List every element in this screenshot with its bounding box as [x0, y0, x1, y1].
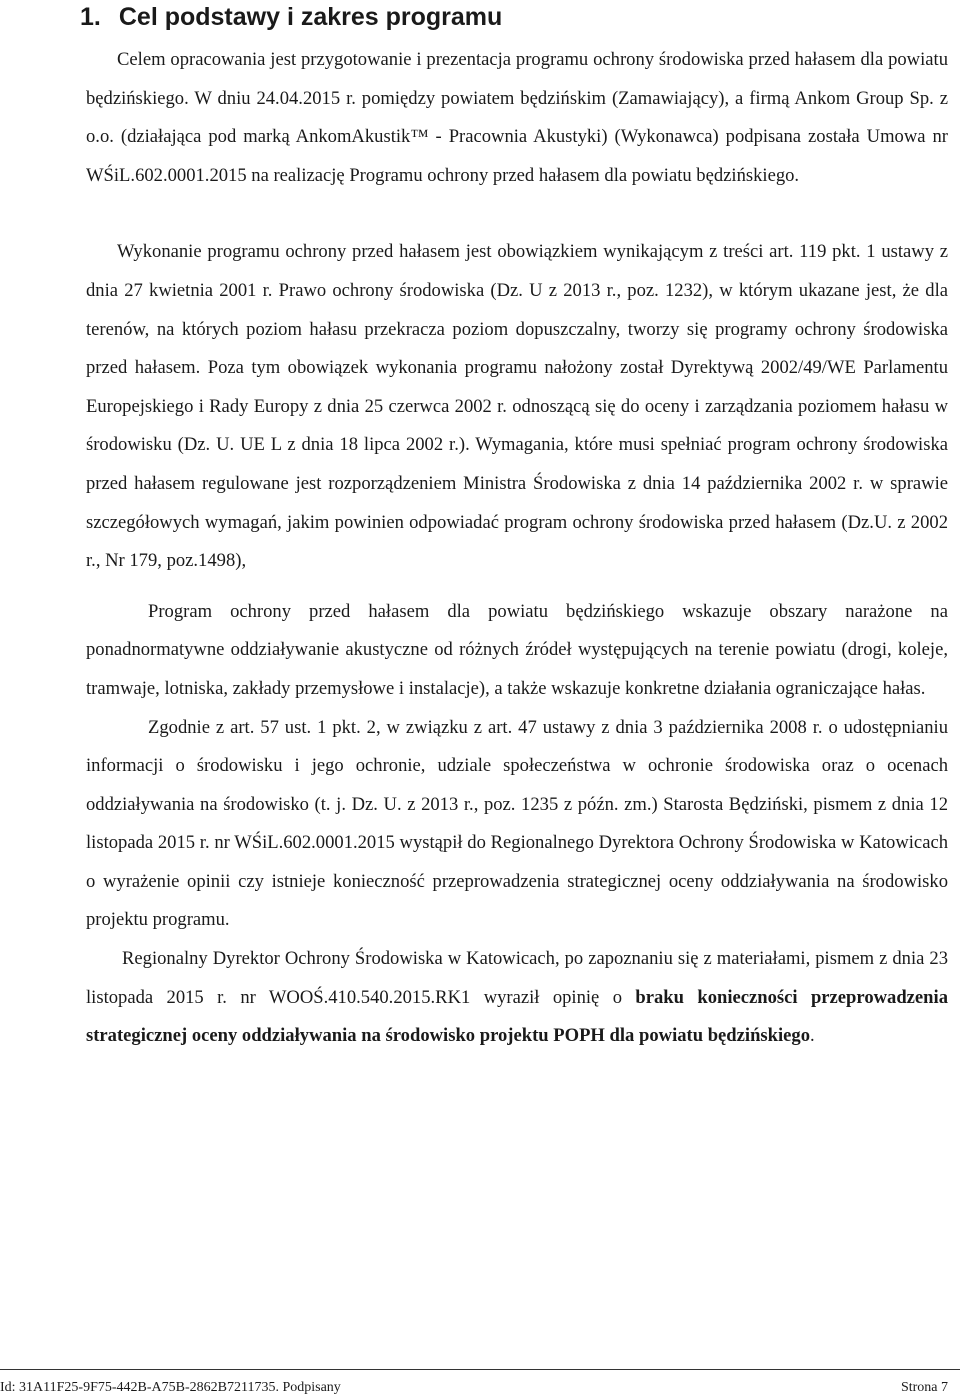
opinion-text-end: . [810, 1025, 815, 1047]
paragraph-legal-basis: Wykonanie programu ochrony przed hałasem jest obowiązkiem wynikającym z treści art. 119 pkt. 1 ustawy z dnia 27 kwietnia 2001 r. Prawo ochrony środowiska (Dz. U z 2013 r., poz. 1232), w którym ukazane jest, że dla terenów, na których poziom hałasu przekracza poziom dopuszczalny, tworzy się programy ochrony środowiska przed hałasem. Poza tym obowiązek wykonania programu nałożony został Dyrektywą 2002/49/WE Parlamentu Europejskiego i Rady Europy z dnia 25 czerwca 2002 r. odnoszącą się do oceny i zarządzania poziomem hałasu w środowisku (Dz. U. UE L z dnia 18 lipca 2002 r.). Wymagania, które musi spełniać program ochrony środowiska przed hałasem regulowane jest rozporządzeniem Ministra Środowiska z dnia 14 października 2002 r. w sprawie szczegółowych wymagań, jakim powinien odpowiadać program ochrony środowiska przed hałasem (Dz.U. z 2002 r., Nr 179, poz.1498), [86, 241, 948, 572]
opinion-bold-conclusion: braku konieczności przeprowadzenia strategicznej oceny oddziaływania na środowisko projektu POPH dla powiatu będzińskiego [86, 986, 948, 1047]
page-footer [0, 1379, 948, 1397]
section-number: 1. [80, 3, 101, 31]
paragraph-purpose: Celem opracowania jest przygotowanie i prezentacja programu ochrony środowiska przed hałasem dla powiatu będzińskiego. W dniu 24.04.2015 r. pomiędzy powiatem będzińskim (Zamawiający), a firmą Ankom Group Sp. z o.o. (działająca pod marką AnkomAkustik™ - Pracownia Akustyki) (Wykonawca) podpisana została Umowa nr WŚiL.602.0001.2015 na realizację Programu ochrony przed hałasem dla powiatu będzińskiego. [86, 49, 948, 186]
footer-divider [0, 1369, 960, 1370]
opinion-text-start: Regionalny Dyrektor Ochrony Środowiska w Katowicach, po zapoznaniu się z materiałami, pismem z dnia 23 listopada 2015 r. nr WOOŚ.410.540.2015.RK1 wyraził opinię o [86, 948, 948, 1008]
paragraph-rdos-opinion [86, 940, 948, 1056]
section-heading [80, 0, 942, 40]
paragraph-starosta-request: Zgodnie z art. 57 ust. 1 pkt. 2, w związku z art. 47 ustawy z dnia 3 października 2008 r. o udostępnianiu informacji o środowisku i jego ochronie, udziale społeczeństwa w ochronie środowiska oraz o ocenach oddziaływania na środowisko (t. j. Dz. U. z 2013 r., poz. 1235 z późn. zm.) Starosta Będziński, pismem z dnia 12 listopada 2015 r. nr WŚiL.602.0001.2015 wystąpił do Regionalnego Dyrektora Ochrony Środowiska w Katowicach o wyrażenie opinii czy istnieje konieczność przeprowadzenia strategicznej oceny oddziaływania na środowisko projektu programu. [86, 716, 948, 931]
page-number: Strona 7 [900, 1380, 948, 1395]
section-title: Cel podstawy i zakres programu [118, 3, 503, 31]
document-page [80, 0, 948, 1056]
paragraph-program-scope: Program ochrony przed hałasem dla powiatu będzińskiego wskazuje obszary narażone na ponadnormatywne oddziaływanie akustyczne od różnych źródeł występujących na terenie powiatu (drogi, koleje, tramwaje, lotniska, zakłady przemysłowe i instalacje), a także wskazuje konkretne działania ograniczające hałas. [86, 600, 948, 699]
document-id: Id: 31A11F25-9F75-442B-A75B-2862B7211735. Podpisany [0, 1380, 341, 1395]
